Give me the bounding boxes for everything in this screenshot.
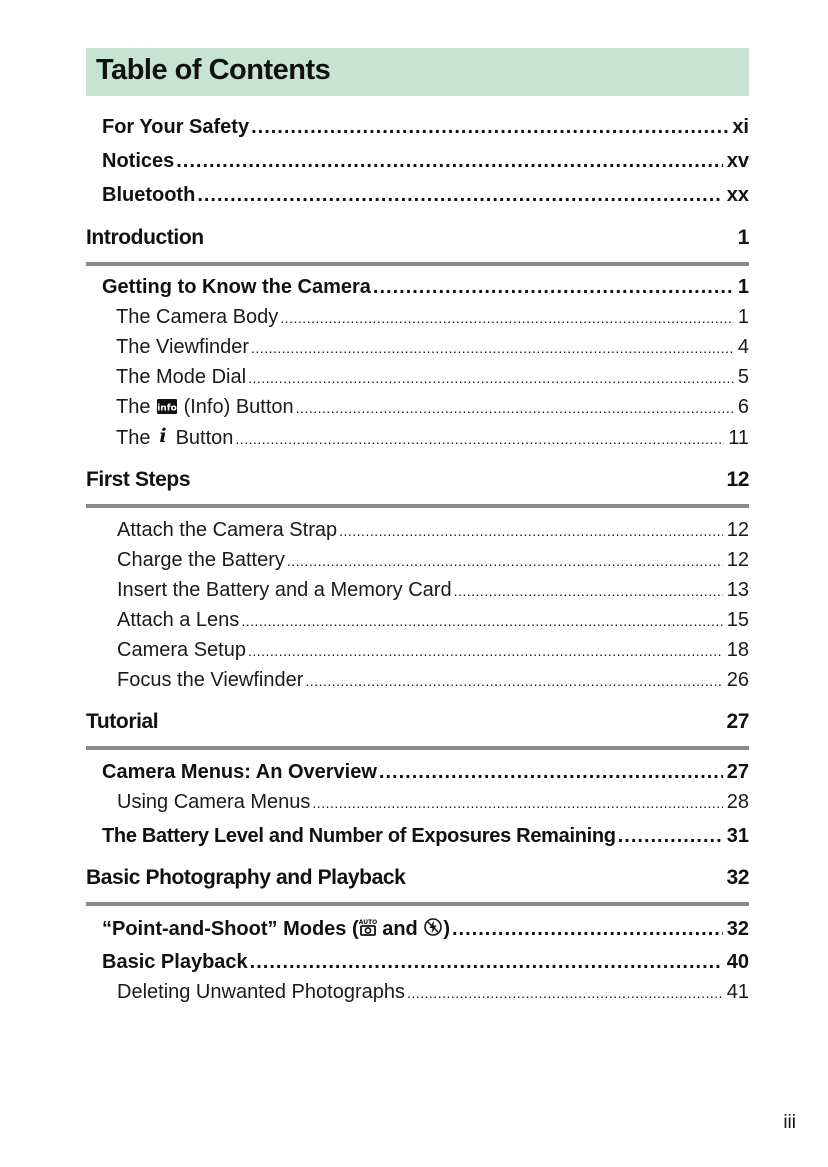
- toc-entry-label: Camera Menus: An Overview: [102, 761, 377, 783]
- toc-subentry[interactable]: [117, 609, 749, 632]
- leader-dots: [251, 340, 734, 356]
- toc-entry-label: Deleting Unwanted Photographs: [117, 981, 405, 1003]
- section-title: Introduction: [86, 226, 204, 249]
- leader-dots: [176, 150, 723, 173]
- leader-dots: [287, 553, 723, 569]
- toc-entry-label: The Battery Level and Number of Exposures Remaining: [102, 825, 616, 847]
- toc-entry-label: Insert the Battery and a Memory Card: [117, 579, 452, 601]
- toc-entry-page: 5: [737, 366, 749, 388]
- toc-entry-label: Bluetooth: [102, 184, 196, 206]
- leader-dots: [251, 116, 728, 139]
- toc-entry-label: Using Camera Menus: [117, 791, 311, 813]
- toc-entry-page: 13: [726, 579, 749, 601]
- leader-dots: [197, 184, 722, 207]
- toc-entry-page: 11: [728, 427, 749, 449]
- section-heading-basic-photography[interactable]: [86, 866, 749, 896]
- toc-entry-label: [116, 396, 294, 421]
- toc-entry-page: 40: [726, 951, 749, 973]
- toc-entry-label: Basic Playback: [102, 951, 248, 973]
- auto-mode-icon: [359, 917, 377, 943]
- i-button-icon: [156, 426, 170, 452]
- toc-entry-page: 41: [726, 981, 749, 1003]
- label-text-before: The: [116, 396, 151, 418]
- section-heading-first-steps[interactable]: [86, 468, 749, 498]
- svg-text:i: i: [159, 426, 167, 446]
- toc-entry-label: The Viewfinder: [116, 336, 250, 358]
- leader-dots: [235, 431, 724, 447]
- toc-entry[interactable]: [102, 276, 749, 299]
- toc-entry-page: 12: [726, 519, 749, 541]
- toc-entry-page: 27: [726, 761, 749, 783]
- svg-text:info: info: [157, 403, 177, 414]
- toc-entry-label: Getting to Know the Camera: [102, 276, 371, 298]
- toc-entry-label: Attach a Lens: [117, 609, 240, 631]
- toc-entry-label: For Your Safety: [102, 116, 250, 138]
- section-rule: [86, 902, 749, 906]
- leader-dots: [296, 400, 734, 416]
- toc-entry-page: 18: [726, 639, 749, 661]
- leader-dots: [241, 613, 722, 629]
- leader-dots: [407, 985, 723, 1001]
- toc-entry-page: 1: [737, 306, 749, 328]
- toc-subentry[interactable]: [117, 549, 749, 572]
- leader-dots: [250, 951, 723, 974]
- toc-entry[interactable]: [102, 761, 749, 784]
- info-button-icon: [156, 398, 178, 421]
- label-text-after: (Info) Button: [183, 396, 294, 418]
- toc-subentry[interactable]: [117, 791, 749, 814]
- label-text-before: “Point-and-Shoot” Modes (: [102, 918, 359, 940]
- toc-subentry[interactable]: [117, 981, 749, 1004]
- toc-entry-label: Attach the Camera Strap: [117, 519, 338, 541]
- toc-subentry[interactable]: [117, 579, 749, 602]
- section-rule: [86, 746, 749, 750]
- toc-entry-label: Charge the Battery: [117, 549, 285, 571]
- toc-entry-page: 12: [726, 549, 749, 571]
- toc-entry-label: [102, 917, 450, 943]
- label-text-before: The: [116, 427, 151, 449]
- section-heading-tutorial[interactable]: [86, 710, 749, 740]
- leader-dots: [280, 310, 734, 326]
- leader-dots: [373, 276, 734, 299]
- section-page: 32: [726, 866, 749, 889]
- toc-entry-label: Notices: [102, 150, 175, 172]
- toc-entry-page: 4: [737, 336, 749, 358]
- leader-dots: [452, 918, 723, 941]
- toc-entry-page: 6: [737, 396, 749, 418]
- section-page: 1: [737, 226, 749, 249]
- toc-subentry[interactable]: [116, 426, 749, 452]
- toc-subentry[interactable]: [116, 396, 749, 421]
- toc-entry[interactable]: [102, 951, 749, 974]
- toc-subentry[interactable]: [116, 336, 749, 359]
- toc-entry-page: 26: [726, 669, 749, 691]
- leader-dots: [618, 825, 723, 848]
- section-page: 12: [726, 468, 749, 491]
- toc-entry-label: Camera Setup: [117, 639, 246, 661]
- toc-entry[interactable]: [102, 917, 749, 943]
- label-text-after: Button: [175, 427, 234, 449]
- label-text-after: ): [443, 918, 450, 940]
- leader-dots: [379, 761, 723, 784]
- section-title: First Steps: [86, 468, 191, 491]
- page-number: iii: [783, 1112, 796, 1133]
- svg-text:AUTO: AUTO: [358, 919, 377, 926]
- leader-dots: [312, 795, 722, 811]
- page-title: Table of Contents: [96, 54, 331, 86]
- toc-subentry[interactable]: [117, 519, 749, 542]
- toc-entry-label: The Camera Body: [116, 306, 279, 328]
- leader-dots: [339, 523, 723, 539]
- flash-off-mode-icon: [423, 917, 443, 943]
- section-rule: [86, 262, 749, 266]
- toc-entry-page: 15: [726, 609, 749, 631]
- toc-entry[interactable]: [102, 825, 749, 848]
- toc-subentry[interactable]: [117, 639, 749, 662]
- toc-entry-page: 32: [726, 918, 749, 940]
- section-rule: [86, 504, 749, 508]
- toc-entry-bluetooth[interactable]: [102, 184, 749, 207]
- leader-dots: [454, 583, 723, 599]
- section-heading-introduction[interactable]: [86, 226, 749, 256]
- toc-subentry[interactable]: [116, 306, 749, 329]
- toc-entry-page: 1: [737, 276, 749, 298]
- label-text-mid: and: [382, 918, 418, 940]
- toc-entry-page: 28: [726, 791, 749, 813]
- toc-entry-safety[interactable]: [102, 116, 749, 139]
- toc-entry-page: xi: [732, 116, 749, 138]
- toc-entry-page: xx: [726, 184, 749, 206]
- toc-entry-notices[interactable]: [102, 150, 749, 173]
- toc-entry-label: [116, 426, 233, 452]
- toc-entry-page: 31: [726, 825, 749, 847]
- toc-entry-page: xv: [726, 150, 749, 172]
- leader-dots: [248, 370, 734, 386]
- section-title: Basic Photography and Playback: [86, 866, 406, 889]
- toc-entry-label: Focus the Viewfinder: [117, 669, 304, 691]
- toc-subentry[interactable]: [117, 669, 749, 692]
- leader-dots: [305, 673, 722, 689]
- section-title: Tutorial: [86, 710, 159, 733]
- toc-subentry[interactable]: [116, 366, 749, 389]
- section-page: 27: [726, 710, 749, 733]
- toc-entry-label: The Mode Dial: [116, 366, 247, 388]
- title-banner: [86, 48, 749, 96]
- leader-dots: [248, 643, 723, 659]
